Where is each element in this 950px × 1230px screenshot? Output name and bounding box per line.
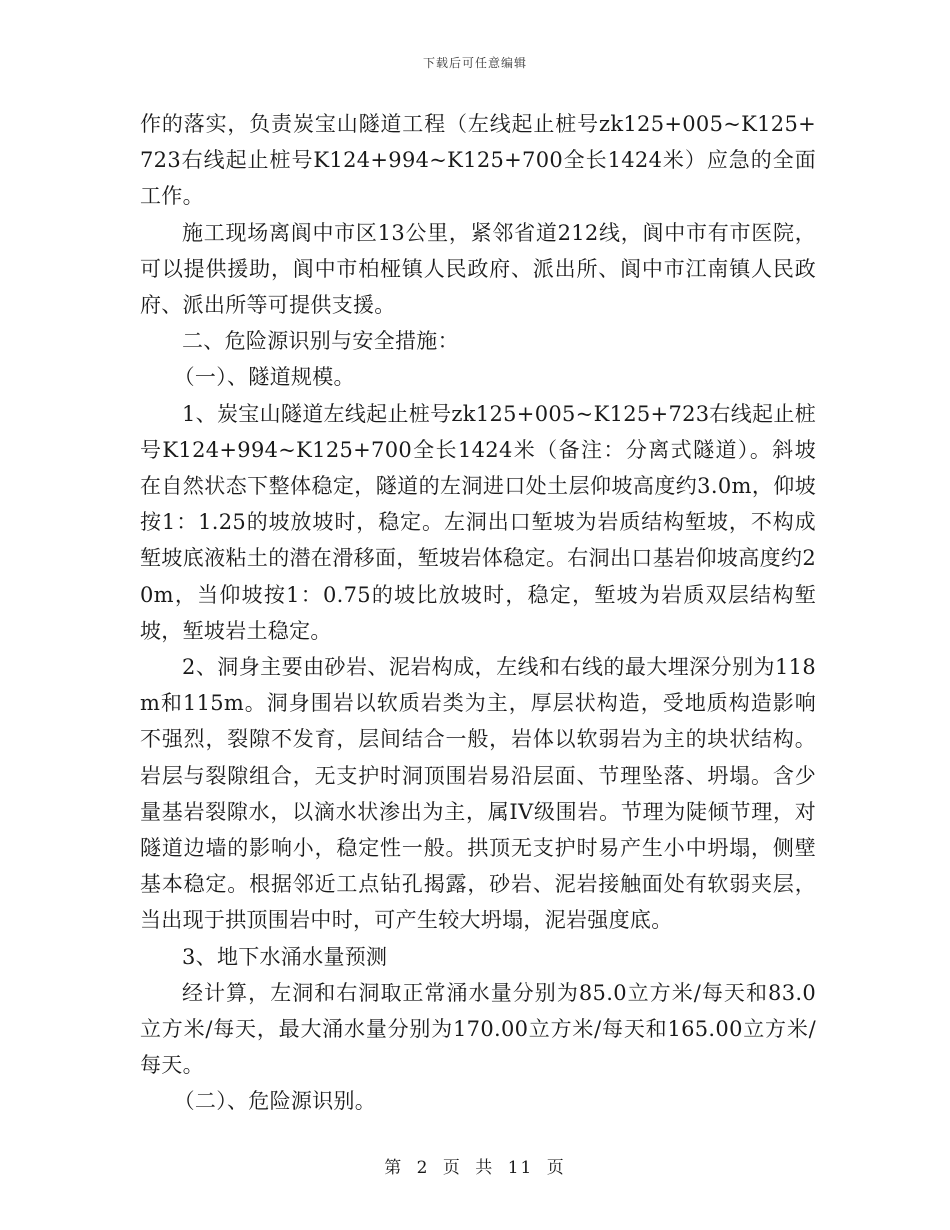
- subsection-heading-tunnel-scale: （一）、隧道规模。: [173, 365, 355, 390]
- paragraph-tunnel-body: 2、洞身主要由砂岩、泥岩构成，左线和右线的最大埋深分别为118m和115m。洞身围岩以软质岩类为主，厚层状构造，受地质构造影响不强烈，裂隙不发育，层间结合一般，岩体以软弱岩为主的块状结构。岩层与裂隙组合，无支护时洞顶围岩易沿层面、节理坠落、坍塌。含少量基岩裂隙水，以滴水状渗出为主，属IV级围岩。节理为陡倾节理，对隧道边墙的影响小，稳定性一般。拱顶无支护时易产生小中坍塌，侧壁基本稳定。根据邻近工点钻孔揭露，砂岩、泥岩接触面处有软弱夹层，当出现于拱顶围岩中时，可产生较大坍塌，泥岩强度底。: [140, 655, 816, 933]
- subsection-heading-hazard-identification: （二）、危险源识别。: [173, 1089, 377, 1114]
- paragraph-continuation: 作的落实，负责炭宝山隧道工程（左线起止桩号zk125+005~K125+723右线起止桩号K124+994~K125+700全长1424米）应急的全面工作。: [140, 112, 816, 209]
- page-footer: 第 2 页 共 11 页: [384, 1158, 566, 1178]
- document-body: [140, 106, 816, 1120]
- paragraph-location: 施工现场离阆中市区13公里，紧邻省道212线，阆中市有市医院，可以提供援助，阆中市柏桠镇人民政府、派出所、阆中市江南镇人民政府、派出所等可提供支援。: [140, 220, 816, 318]
- heading-water-inflow: 3、地下水涌水量预测: [182, 944, 388, 969]
- paragraph-water-inflow: 经计算，左洞和右洞取正常涌水量分别为85.0立方米/每天和83.0立方米/每天，最大涌水量分别为170.00立方米/每天和165.00立方米/每天。: [140, 980, 816, 1078]
- section-heading-hazards: 二、危险源识别与安全措施：: [182, 329, 459, 354]
- paragraph-tunnel-slopes: 1、炭宝山隧道左线起止桩号zk125+005~K125+723右线起止桩号K124+994~K125+700全长1424米（备注：分离式隧道）。斜坡在自然状态下整体稳定，隧道的左洞进口处土层仰坡高度约3.0m，仰坡按1：1.25的坡放坡时，稳定。左洞出口堑坡为岩质结构堑坡，不构成堑坡底液粘土的潜在滑移面，堑坡岩体稳定。右洞出口基岩仰坡高度约20m，当仰坡按1：0.75的坡比放坡时，稳定，堑坡为岩质双层结构堑坡，堑坡岩土稳定。: [140, 401, 816, 643]
- page-header: 下载后可任意编辑: [422, 56, 527, 70]
